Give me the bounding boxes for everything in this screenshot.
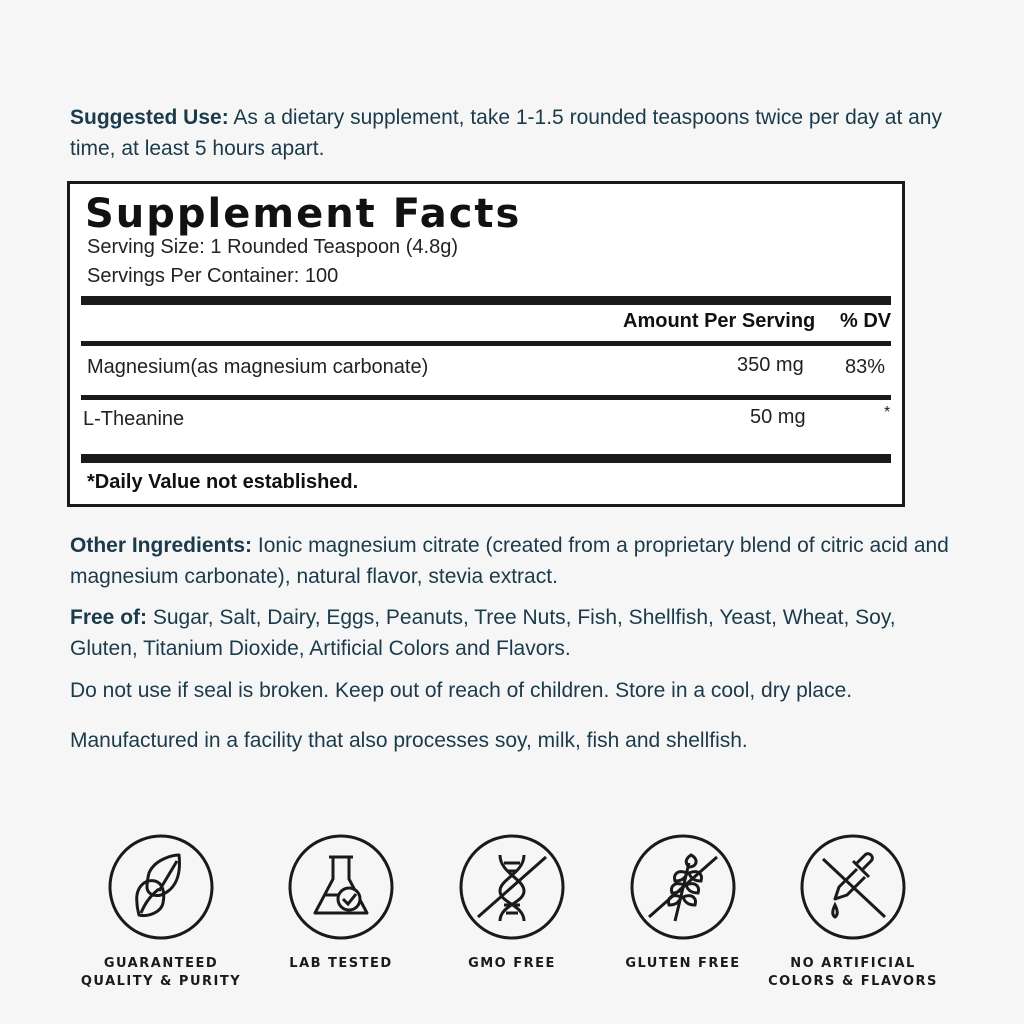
servings-per-container: Servings Per Container: 100 [87, 265, 339, 287]
badge-label-line1: GLUTEN FREE [625, 956, 741, 971]
row-amount: 50 mg [750, 406, 806, 428]
other-ingredients-label: Other Ingredients: [70, 534, 253, 557]
other-ingredients-text: Ionic magnesium citrate (created from a proprietary blend of citric acid and magnesium carbonate), natural flavor, stevia extract. [70, 534, 949, 588]
dv-header: % DV [840, 310, 892, 332]
row-dv: * [884, 404, 891, 421]
serving-size: Serving Size: 1 Rounded Teaspoon (4.8g) [87, 236, 458, 258]
row-amount: 350 mg [737, 354, 804, 376]
row-name: Magnesium(as magnesium carbonate) [87, 356, 429, 378]
badge-label-line1: GUARANTEED [103, 956, 219, 971]
free-of [70, 602, 950, 664]
dna-crossed-icon [458, 833, 566, 941]
badge-no-artificial [763, 833, 943, 991]
facts-title: Supplement Facts [85, 191, 522, 237]
badge-label-line1: LAB TESTED [289, 956, 393, 971]
medium-divider [81, 341, 891, 346]
suggested-use [70, 102, 950, 164]
badge-gluten-free [593, 833, 773, 973]
leaf-icon [107, 833, 215, 941]
row-name: L-Theanine [83, 408, 185, 430]
flask-check-icon [287, 833, 395, 941]
badge-label-line2: COLORS & FLAVORS [768, 974, 938, 989]
badge-gmo-free [422, 833, 602, 973]
amount-per-serving-header: Amount Per Serving [623, 310, 816, 332]
thick-divider [81, 454, 891, 463]
facts-footnote: *Daily Value not established. [87, 471, 359, 493]
warning-text: Do not use if seal is broken. Keep out of reach of children. Store in a cool, dry place. [70, 679, 853, 702]
suggested-use-text: As a dietary supplement, take 1-1.5 rounded teaspoons twice per day at any time, at least 5 hours apart. [70, 106, 942, 160]
dropper-crossed-icon [799, 833, 907, 941]
badge-label-line1: NO ARTIFICIAL [790, 956, 916, 971]
badge-label-line1: GMO FREE [468, 956, 556, 971]
badge-quality [71, 833, 251, 991]
wheat-crossed-icon [629, 833, 737, 941]
row-divider [81, 395, 891, 400]
free-of-label: Free of: [70, 606, 148, 629]
row-dv: 83% [845, 356, 886, 378]
free-of-text: Sugar, Salt, Dairy, Eggs, Peanuts, Tree Nuts, Fish, Shellfish, Yeast, Wheat, Soy, Gluten, Titanium Dioxide, Artificial Colors and Flavors. [70, 606, 896, 660]
manufactured-text: Manufactured in a facility that also processes soy, milk, fish and shellfish. [70, 729, 748, 752]
badge-label-line2: QUALITY & PURITY [80, 974, 242, 989]
thick-divider [81, 296, 891, 305]
other-ingredients [70, 530, 950, 592]
suggested-use-label: Suggested Use: [70, 106, 229, 129]
supplement-facts-panel [67, 181, 905, 507]
badge-lab-tested [251, 833, 431, 973]
